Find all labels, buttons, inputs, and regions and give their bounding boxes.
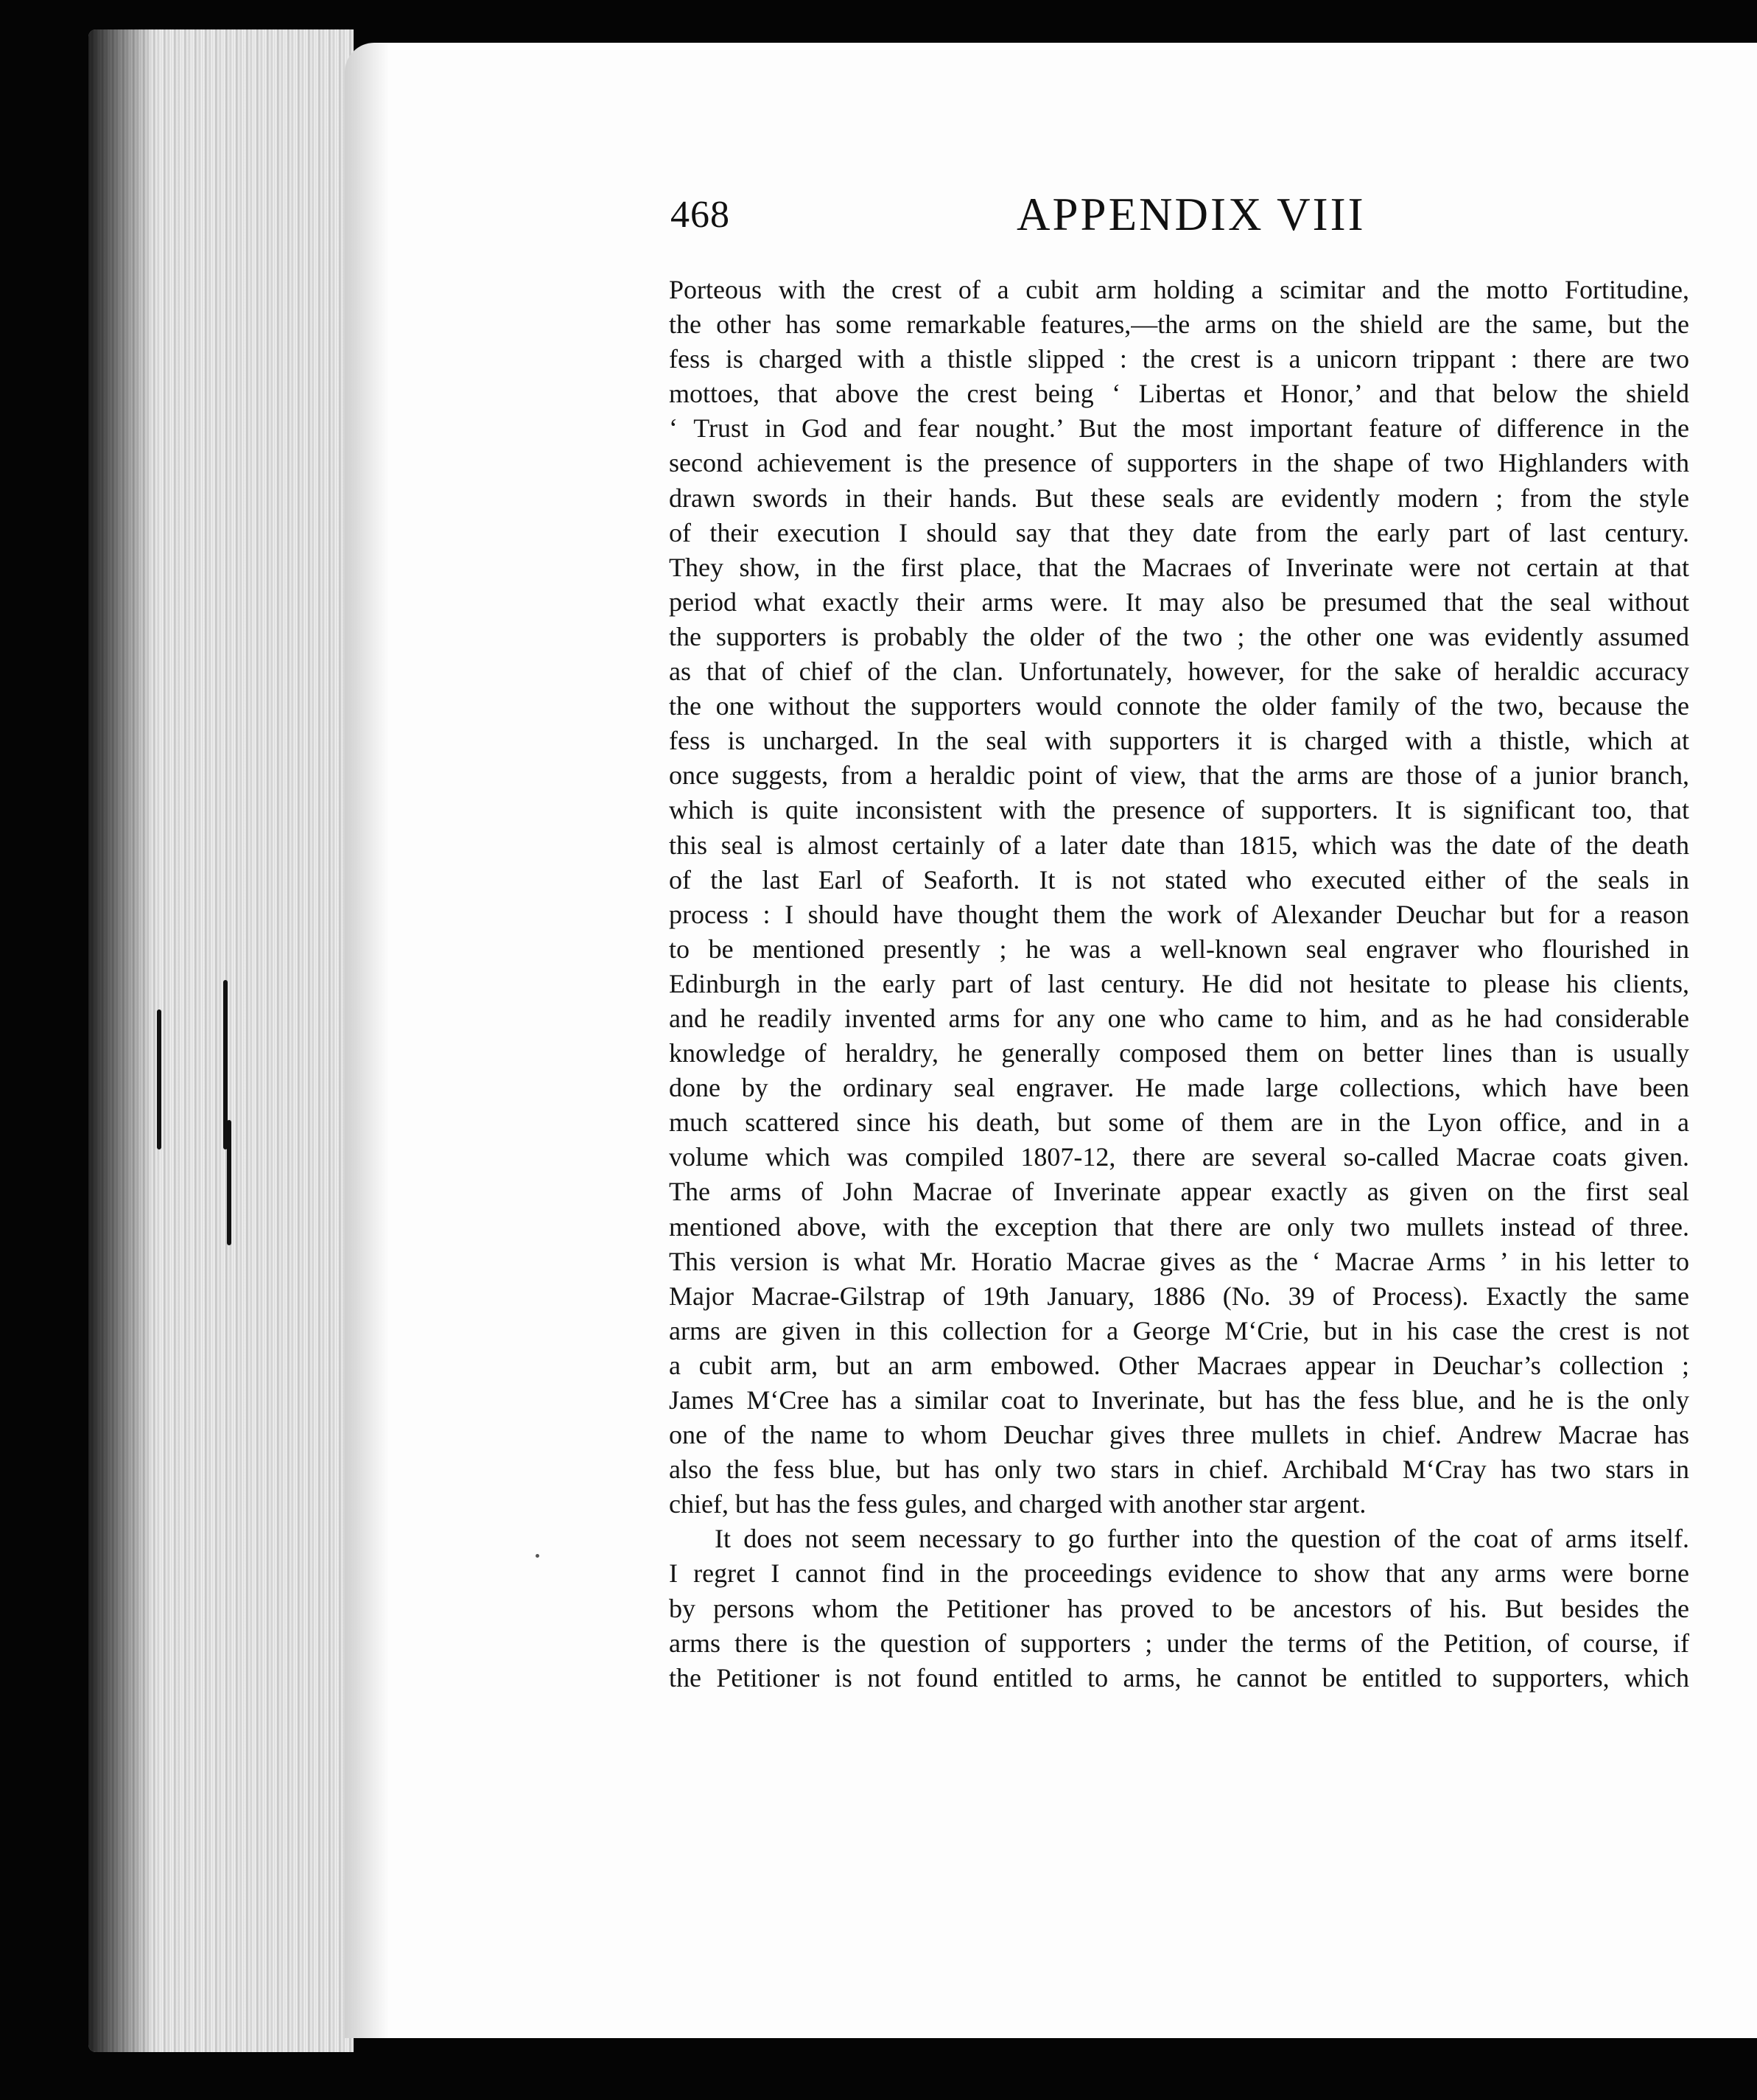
fore-edge-mark <box>157 1009 161 1149</box>
text-line: knowledge of heraldry, he generally composed them on better lines than is usually <box>669 1038 1689 1068</box>
fore-edge-shadow <box>88 29 155 2052</box>
text-line: a cubit arm, but an arm embowed. Other Macraes appear in Deuchar’s collection ; <box>669 1350 1689 1380</box>
text-line: I regret I cannot find in the proceedings evidence to show that any arms were borne <box>669 1558 1689 1589</box>
text-line: fess is uncharged. In the seal with supporters it is charged with a thistle, which at <box>669 726 1689 756</box>
text-line: much scattered since his death, but some of them are in the Lyon office, and in a <box>669 1107 1689 1138</box>
text-line: fess is charged with a thistle slipped : the crest is a unicorn trippant : there are two <box>669 344 1689 374</box>
page-gutter-shadow <box>345 43 389 2038</box>
text-line: the one without the supporters would connote the older family of the two, because the <box>669 691 1689 721</box>
text-line: mentioned above, with the exception that there are only two mullets instead of three. <box>669 1211 1689 1242</box>
fore-edge-mark <box>227 1120 231 1245</box>
page-number: 468 <box>670 194 730 236</box>
text-line: by persons whom the Petitioner has proved to be ancestors of his. But besides the <box>669 1593 1689 1623</box>
text-line: arms are given in this collection for a George M‘Crie, but in his case the crest is not <box>669 1315 1689 1345</box>
text-line: which is quite inconsistent with the presence of supporters. It is significant too, that <box>669 795 1689 825</box>
text-line: also the fess blue, but has only two stars in chief. Archibald M‘Cray has two stars in <box>669 1455 1689 1485</box>
text-line: Major Macrae-Gilstrap of 19th January, 1886 (No. 39 of Process). Exactly the same <box>669 1281 1689 1311</box>
text-line: It does not seem necessary to go further into the question of the coat of arms itself. <box>715 1524 1689 1554</box>
text-line: the Petitioner is not found entitled to arms, he cannot be entitled to supporters, which <box>669 1662 1689 1693</box>
text-line: as that of chief of the clan. Unfortunately, however, for the sake of heraldic accuracy <box>669 657 1689 687</box>
text-line: and he readily invented arms for any one who came to him, and as he had considerable <box>669 1003 1689 1033</box>
running-title: APPENDIX VIII <box>1017 189 1366 240</box>
text-line: of the last Earl of Seaforth. It is not stated who executed either of the seals in <box>669 864 1689 895</box>
text-line: Porteous with the crest of a cubit arm holding a scimitar and the motto Fortitudine, <box>669 275 1689 304</box>
text-line: process : I should have thought them the work of Alexander Deuchar but for a reason <box>669 899 1689 929</box>
text-line: once suggests, from a heraldic point of view, that the arms are those of a junior branch, <box>669 760 1689 791</box>
text-line: the other has some remarkable features,—the arms on the shield are the same, but the <box>669 309 1689 340</box>
text-line: chief, but has the fess gules, and charged with another star argent. <box>669 1489 1367 1519</box>
text-line: the supporters is probably the older of the two ; the other one was evidently assumed <box>669 621 1689 651</box>
text-line: volume which was compiled 1807-12, there are several so-called Macrae coats given. <box>669 1142 1689 1172</box>
text-line: period what exactly their arms were. It may also be presumed that the seal without <box>669 587 1689 617</box>
scan-speck <box>536 1554 539 1558</box>
text-line: of their execution I should say that they date from the early part of last century. <box>669 517 1689 547</box>
text-line: done by the ordinary seal engraver. He made large collections, which have been <box>669 1073 1689 1103</box>
text-line: The arms of John Macrae of Inverinate appear exactly as given on the first seal <box>669 1177 1689 1207</box>
body-text <box>669 273 1689 1695</box>
text-line: Edinburgh in the early part of last century. He did not hesitate to please his clients, <box>669 968 1689 998</box>
text-line: This version is what Mr. Horatio Macrae gives as the ‘ Macrae Arms ’ in his letter to <box>669 1246 1689 1276</box>
text-line: to be mentioned presently ; he was a well-known seal engraver who flourished in <box>669 934 1689 964</box>
text-line: drawn swords in their hands. But these seals are evidently modern ; from the style <box>669 483 1689 513</box>
text-line: mottoes, that above the crest being ‘ Libertas et Honor,’ and that below the shield <box>669 379 1689 409</box>
text-line: arms there is the question of supporters ; under the terms of the Petition, of course, if <box>669 1628 1689 1658</box>
text-line: second achievement is the presence of supporters in the shape of two Highlanders with <box>669 448 1689 478</box>
text-line: one of the name to whom Deuchar gives three mullets in chief. Andrew Macrae has <box>669 1420 1689 1450</box>
text-line: They show, in the first place, that the Macraes of Inverinate were not certain at that <box>669 552 1689 582</box>
text-line: ‘ Trust in God and fear nought.’ But the most important feature of difference in the <box>669 413 1689 444</box>
text-line: James M‘Cree has a similar coat to Inverinate, but has the fess blue, and he is the only <box>669 1385 1689 1415</box>
text-line: this seal is almost certainly of a later date than 1815, which was the date of the death <box>669 830 1689 860</box>
